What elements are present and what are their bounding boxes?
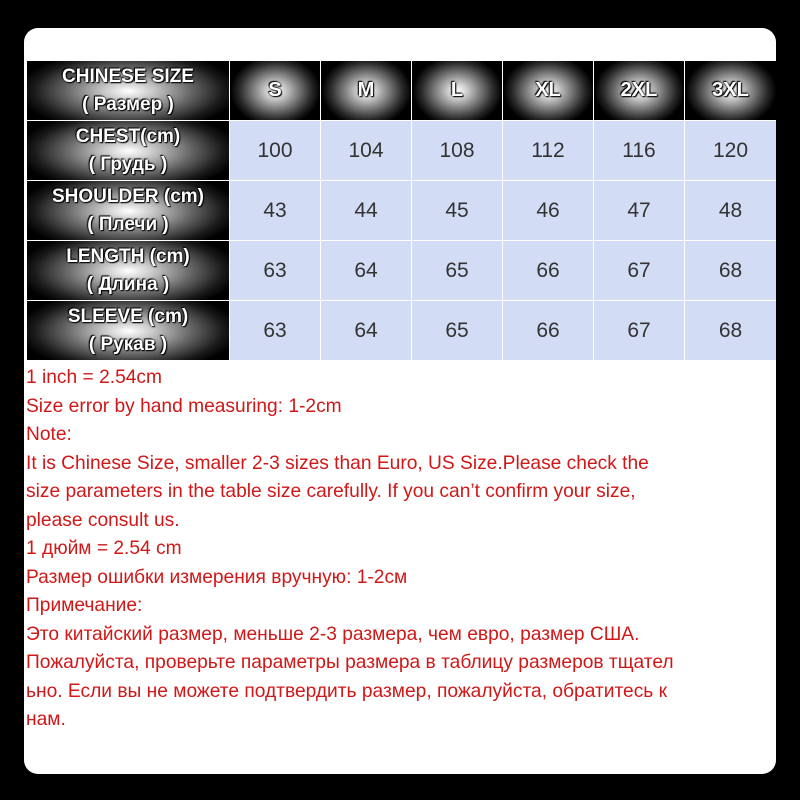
table-cell: 108 (412, 121, 503, 181)
size-header-row (27, 61, 777, 121)
table-row-chest (27, 121, 777, 181)
size-header-m: M (321, 61, 412, 121)
table-row-shoulder (27, 181, 777, 241)
table-row-length (27, 241, 777, 301)
row-label-shoulder (27, 181, 230, 241)
note-line: Это китайский размер, меньше 2-3 размера, чем евро, размер США. (26, 623, 640, 645)
row-label-sleeve (27, 301, 230, 361)
size-header-3xl: 3XL (685, 61, 777, 121)
corner-header-ru: ( Размер ) (82, 93, 174, 115)
note-line: size parameters in the table size carefully. If you can’t confirm your size, (26, 481, 636, 502)
row-label-sleeve-ru: ( Рукав ) (88, 333, 168, 355)
row-label-chest-en: CHEST(cm) (75, 125, 181, 147)
note-line: Пожалуйста, проверьте параметры размера в таблицу размеров тщател (26, 652, 674, 673)
table-cell: 120 (685, 121, 777, 181)
table-cell: 45 (412, 181, 503, 241)
table-cell: 104 (321, 121, 412, 181)
table-cell: 63 (230, 241, 321, 301)
row-label-length (27, 241, 230, 301)
note-line: please consult us. (26, 509, 180, 531)
table-cell: 67 (594, 301, 685, 361)
table-cell: 64 (321, 241, 412, 301)
size-header-xl: XL (503, 61, 594, 121)
size-chart-panel (24, 28, 776, 774)
size-header-s: S (230, 61, 321, 121)
table-cell: 68 (685, 301, 777, 361)
row-label-sleeve-en: SLEEVE (cm) (67, 305, 189, 327)
row-label-shoulder-en: SHOULDER (cm) (51, 185, 204, 207)
table-cell: 100 (230, 121, 321, 181)
table-cell: 65 (412, 241, 503, 301)
size-header-2xl: 2XL (594, 61, 685, 121)
table-cell: 43 (230, 181, 321, 241)
note-line: It is Chinese Size, smaller 2-3 sizes than Euro, US Size.Please check the (26, 452, 649, 474)
row-label-length-en: LENGTH (cm) (66, 245, 190, 267)
corner-header-en: CHINESE SIZE (62, 65, 194, 87)
table-cell: 44 (321, 181, 412, 241)
note-line: Note: (26, 424, 72, 445)
row-label-chest-ru: ( Грудь ) (88, 153, 168, 175)
table-cell: 64 (321, 301, 412, 361)
note-line: 1 дюйм = 2.54 cm (26, 538, 182, 559)
note-line: нам. (26, 709, 66, 730)
table-cell: 65 (412, 301, 503, 361)
size-header-l: L (412, 61, 503, 121)
table-cell: 48 (685, 181, 777, 241)
table-cell: 46 (503, 181, 594, 241)
size-notes (26, 364, 771, 735)
table-cell: 47 (594, 181, 685, 241)
note-line: Примечание: (26, 595, 143, 616)
row-label-chest (27, 121, 230, 181)
row-label-length-ru: ( Длина ) (86, 273, 170, 295)
corner-header (27, 61, 230, 121)
row-label-shoulder-ru: ( Плечи ) (87, 213, 169, 235)
table-cell: 68 (685, 241, 777, 301)
table-cell: 63 (230, 301, 321, 361)
note-line: ьно. Если вы не можете подтвердить размер, пожалуйста, обратитесь к (26, 680, 668, 702)
table-row-sleeve (27, 301, 777, 361)
table-cell: 66 (503, 241, 594, 301)
note-line: Размер ошибки измерения вручную: 1-2см (26, 566, 408, 588)
table-cell: 112 (503, 121, 594, 181)
note-line: 1 inch = 2.54cm (26, 367, 162, 388)
table-cell: 116 (594, 121, 685, 181)
note-line: Size error by hand measuring: 1-2cm (26, 395, 342, 417)
table-cell: 67 (594, 241, 685, 301)
table-cell: 66 (503, 301, 594, 361)
size-table (26, 60, 776, 361)
